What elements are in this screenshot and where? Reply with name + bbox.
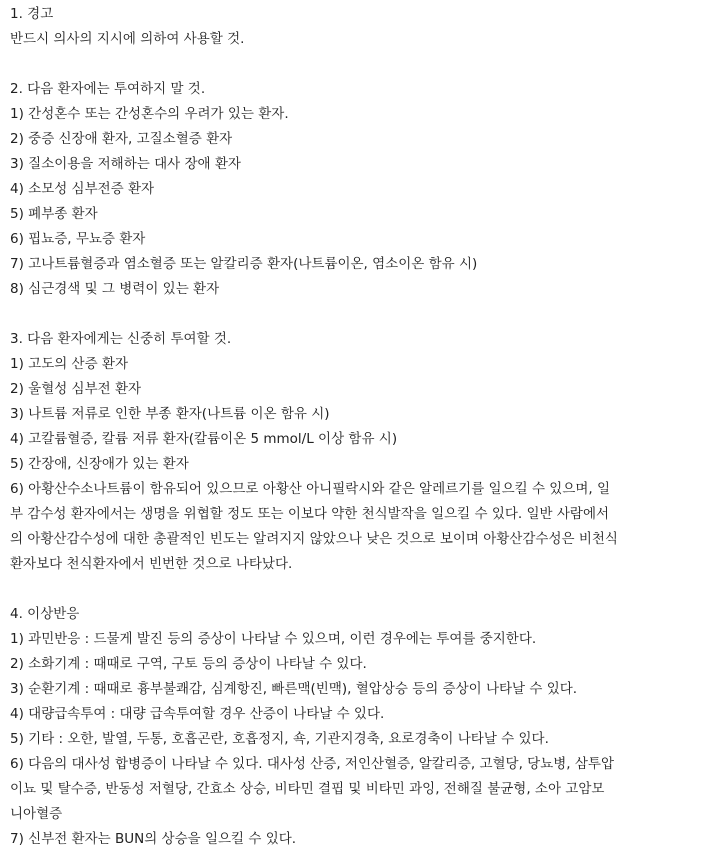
section2-title: 2. 다음 환자에는 투여하지 말 것. (10, 81, 206, 97)
section2-item: 7) 고나트륨혈증과 염소혈증 또는 알칼리증 환자(나트륨이온, 염소이온 함유 시) (10, 256, 478, 272)
section2-item: 8) 심근경색 및 그 병력이 있는 환자 (10, 281, 220, 297)
section3-item: 1) 고도의 산증 환자 (10, 356, 129, 372)
section3-item6-line: 6) 아황산수소나트륨이 함유되어 있으므로 아황산 아니필락시와 같은 알레르기를 일으킬 수 있으며, 일 (10, 481, 611, 497)
section4-item: 3) 순환기계 : 때때로 흉부불쾌감, 심계항진, 빠른맥(빈맥), 혈압상승 등의 증상이 나타날 수 있다. (10, 681, 578, 697)
section4-item6-line: 이뇨 및 탈수증, 반동성 저혈당, 간효소 상승, 비타민 결핍 및 비타민 과잉, 전해질 불균형, 소아 고암모 (10, 781, 605, 797)
section3-item: 3) 나트륨 저류로 인한 부종 환자(나트륨 이온 함유 시) (10, 406, 330, 422)
section4-item: 5) 기타 : 오한, 발열, 두통, 호흡곤란, 호흡정지, 쇽, 기관지경축, 요로경축이 나타날 수 있다. (10, 731, 549, 747)
section4-title: 4. 이상반응 (10, 606, 80, 622)
section4-item: 7) 신부전 환자는 BUN의 상승을 일으킬 수 있다. (10, 831, 297, 847)
section4-item6-line: 6) 다음의 대사성 합병증이 나타날 수 있다. 대사성 산증, 저인산혈증, 알칼리증, 고혈당, 당뇨병, 삼투압 (10, 756, 614, 772)
section4-item6-line: 니아혈증 (10, 806, 63, 822)
section1-line: 반드시 의사의 지시에 의하여 사용할 것. (10, 31, 245, 47)
section1-title: 1. 경고 (10, 6, 54, 22)
section2-item: 6) 핍뇨증, 무뇨증 환자 (10, 231, 146, 247)
section4-item: 4) 대량급속투여 : 대량 급속투여할 경우 산증이 나타날 수 있다. (10, 706, 385, 722)
document-body (10, 2, 697, 852)
section4-item: 2) 소화기계 : 때때로 구역, 구토 등의 증상이 나타날 수 있다. (10, 656, 367, 672)
section2-item: 1) 간성혼수 또는 간성혼수의 우려가 있는 환자. (10, 106, 289, 122)
spacer (10, 302, 697, 327)
section3-item6-line: 부 감수성 환자에서는 생명을 위협할 정도 또는 이보다 약한 천식발작을 일으킬 수 있다. 일반 사람에서 (10, 506, 610, 522)
section3-item: 5) 간장애, 신장애가 있는 환자 (10, 456, 189, 472)
section3-item: 2) 울혈성 심부전 환자 (10, 381, 142, 397)
section3-title: 3. 다음 환자에게는 신중히 투여할 것. (10, 331, 232, 347)
spacer (10, 577, 697, 602)
section2-item: 2) 중증 신장애 환자, 고질소혈증 환자 (10, 131, 233, 147)
spacer (10, 52, 697, 77)
section3-item6-line: 환자보다 천식환자에서 빈번한 것으로 나타났다. (10, 556, 293, 572)
section2-item: 4) 소모성 심부전증 환자 (10, 181, 155, 197)
section3-item6-line: 의 아황산감수성에 대한 총괄적인 빈도는 알려지지 않았으나 낮은 것으로 보이며 아황산감수성은 비천식 (10, 531, 618, 547)
section3-item: 4) 고칼륨혈증, 칼륨 저류 환자(칼륨이온 5 mmol/L 이상 함유 시) (10, 431, 398, 447)
section2-item: 5) 폐부종 환자 (10, 206, 98, 222)
section2-item: 3) 질소이용을 저해하는 대사 장애 환자 (10, 156, 241, 172)
section4-item: 1) 과민반응 : 드물게 발진 등의 증상이 나타날 수 있으며, 이런 경우에는 투여를 중지한다. (10, 631, 537, 647)
